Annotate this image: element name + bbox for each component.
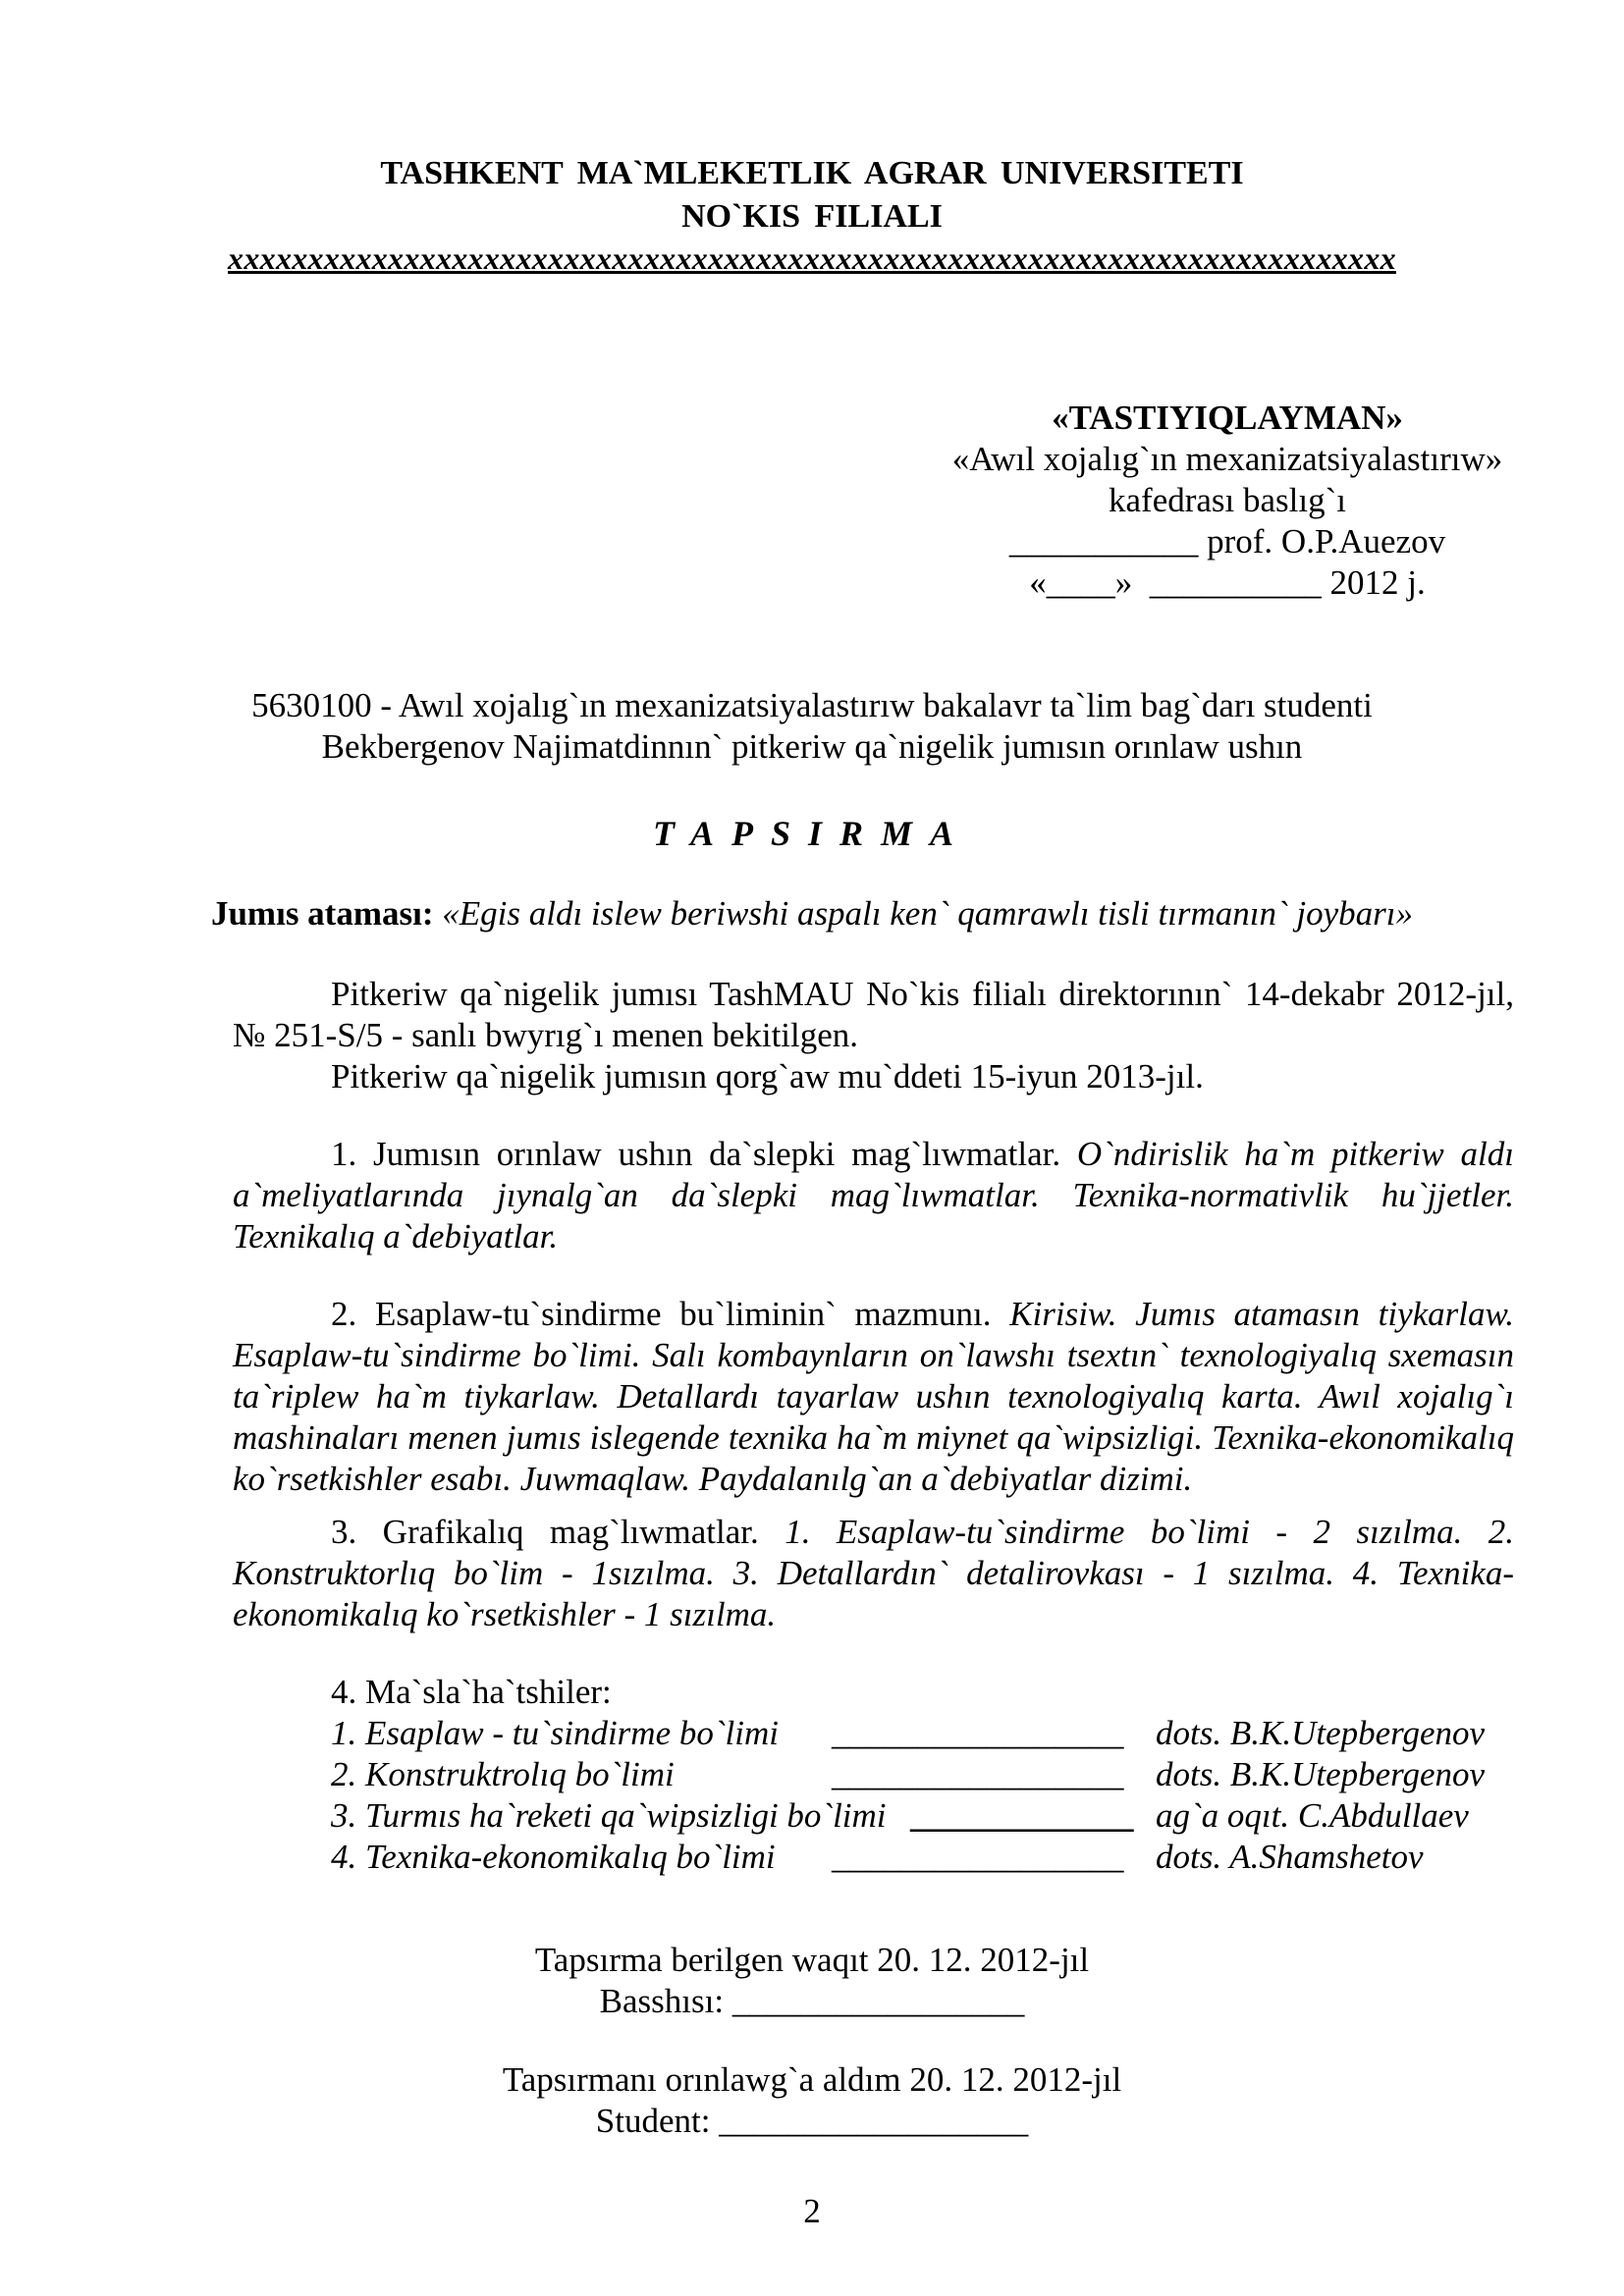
accepted-block bbox=[0, 2059, 1624, 2142]
advisor-part: 2. Konstruktrolıq bo`limi bbox=[331, 1755, 675, 1793]
advisor-person: ag`a oqıt. C.Abdullaev bbox=[1156, 1796, 1469, 1835]
advisor-part: 4. Texnika-ekonomikalıq bo`limi bbox=[331, 1838, 776, 1876]
approval-head: kafedrası baslıg`ı bbox=[1109, 481, 1346, 519]
section-3-detail: 1. Esaplaw-tu`sindirme bo`limi - 2 sızılma. 2. Konstruktorlıq bo`lim - 1sızılma. 3. Detallardın` detalirovkası - 1 sızılma. 4. Texnika-ekonomikalıq ko`rsetkishler - 1 sızılma. bbox=[233, 1513, 1514, 1633]
section-3-lead: 3. Grafikalıq mag`lıwmatlar. bbox=[331, 1513, 785, 1551]
advisor-person: dots. A.Shamshetov bbox=[1156, 1838, 1424, 1876]
order-line-2: Pitkeriw qa`nigelik jumısın qorg`aw mu`ddeti 15-iyun 2013-jıl. bbox=[331, 1057, 1204, 1095]
supervisor-signature: Basshısı: _________________ bbox=[599, 1982, 1025, 2020]
theme-line bbox=[0, 893, 1624, 934]
page-number: 2 bbox=[803, 2192, 821, 2230]
advisor-row bbox=[331, 1837, 1529, 1878]
advisors-heading: 4. Ma`sla`ha`tshiler: bbox=[331, 1673, 612, 1711]
approval-date: «____» __________ 2012 j. bbox=[1029, 563, 1426, 602]
theme-value: «Egis aldı islew beriwshi aspalı ken` qamrawlı tisli tırmanın` joybarı» bbox=[433, 894, 1414, 933]
advisor-row bbox=[331, 1754, 1529, 1795]
approval-department: «Awıl xojalıg`ın mexanizatsiyalastırıw» bbox=[951, 440, 1503, 478]
section-3 bbox=[233, 1512, 1514, 1635]
advisors-block bbox=[331, 1672, 1529, 1878]
student-signature: Student: __________________ bbox=[595, 2102, 1029, 2140]
section-1-detail: O`ndirislik ha`m pitkeriw aldı a`meliyatlarında jıynalg`an da`slepki mag`lıwmatlar. Texnika-normativlik hu`jjetler. Texnikalıq a`debiyatlar. bbox=[233, 1135, 1514, 1255]
section-1 bbox=[233, 1134, 1514, 1257]
section-2-detail: Kirisiw. Jumıs atamasın tiykarlaw. Esaplaw-tu`sindirme bo`limi. Salı kombaynların on`lawshı tsextın` texnologiyalıq sxemasın ta`riplew ha`m tiykarlaw. Detallardı tayarlaw ushın texnologiyalıq karta. Awıl xojalıg`ı mashinaları menen jumıs islegende texnika ha`m miynet qa`wipsizligi. Texnika-ekonomikalıq ko`rsetkishler esabı. Juwmaqlaw. Paydalanılg`an a`debiyatlar dizimi. bbox=[233, 1295, 1514, 1498]
advisor-part: 3. Turmıs ha`reketi qa`wipsizligi bo`limi bbox=[331, 1796, 887, 1835]
document-header bbox=[0, 152, 1624, 278]
intro-block bbox=[0, 685, 1624, 768]
advisor-row bbox=[331, 1713, 1529, 1754]
theme-label: Jumıs ataması: bbox=[210, 894, 434, 933]
intro-line-1: 5630100 - Awıl xojalıg`ın mexanizatsiyalastırıw bakalavr ta`lim bag`darı studenti bbox=[251, 686, 1373, 724]
advisor-signature-line: _________________ bbox=[832, 1714, 1124, 1752]
order-line-1: Pitkeriw qa`nigelik jumısı TashMAU No`kis filialı direktorının` 14-dekabr 2012-jıl, № 251-S/5 - sanlı bwyrıg`ı menen bekitilgen. bbox=[233, 975, 1514, 1054]
given-date: Tapsırma berilgen waqıt 20. 12. 2012-jıl bbox=[534, 1941, 1090, 1979]
advisor-row bbox=[331, 1795, 1529, 1837]
university-name: TASHKENT MA`MLEKETLIK AGRAR UNIVERSITETI bbox=[380, 155, 1244, 191]
order-block bbox=[233, 974, 1514, 1097]
advisor-person: dots. B.K.Utepbergenov bbox=[1156, 1755, 1486, 1793]
section-2 bbox=[233, 1294, 1514, 1500]
section-2-lead: 2. Esaplaw-tu`sindirme bu`liminin` mazmunı. bbox=[331, 1295, 1010, 1333]
header-separator: xxxxxxxxxxxxxxxxxxxxxxxxxxxxxxxxxxxxxxxxxxxxxxxxxxxxxxxxxxxxxxxxxxxxxxxxx bbox=[228, 240, 1396, 276]
approval-signature: ___________ prof. O.P.Auezov bbox=[1008, 522, 1446, 561]
advisor-signature-line: _________________ bbox=[832, 1755, 1124, 1793]
given-block bbox=[0, 1940, 1624, 2022]
section-1-lead: 1. Jumısın orınlaw ushın da`slepki mag`lıwmatlar. bbox=[331, 1135, 1077, 1173]
advisor-signature-line: _________________ bbox=[832, 1838, 1124, 1876]
advisor-person: dots. B.K.Utepbergenov bbox=[1156, 1714, 1486, 1752]
approval-title: «TASTIYIQLAYMAN» bbox=[1052, 399, 1403, 437]
advisor-part: 1. Esaplaw - tu`sindirme bo`limi bbox=[331, 1714, 779, 1752]
task-title: TAPSIRMA bbox=[652, 814, 972, 853]
branch-name: NO`KIS FILIALI bbox=[681, 198, 943, 235]
approval-block bbox=[884, 398, 1571, 604]
intro-line-2: Bekbergenov Najimatdinnın` pitkeriw qa`nigelik jumısın orınlaw ushın bbox=[321, 727, 1303, 766]
accepted-date: Tapsırmanı orınlawg`a aldım 20. 12. 2012-jıl bbox=[502, 2060, 1122, 2099]
advisor-signature-line: _____________ bbox=[910, 1796, 1134, 1835]
